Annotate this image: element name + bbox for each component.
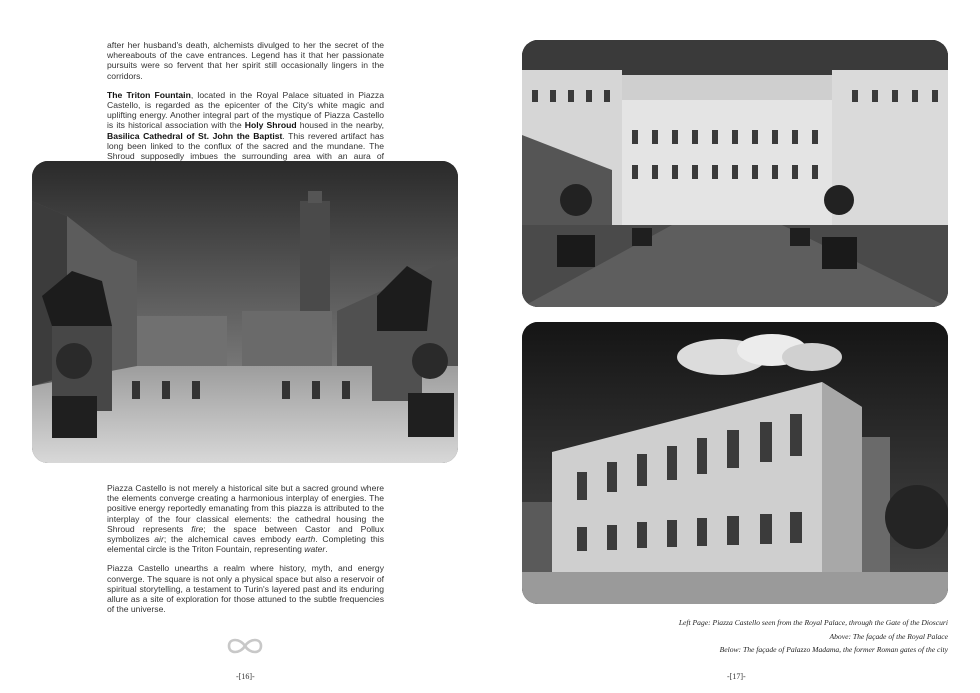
page-number-left: -[16]- [236,672,255,681]
paragraph-1: after her husband's death, alchemists divulged to her the secret of the whereabouts of the cave entrances. Legend has it that her passionate pursuits were so fervent that her spirit still occasionally lingers in the corridors. [107,40,384,81]
caption-above: Above: The façade of the Royal Palace [829,631,948,641]
infinity-icon [225,634,265,658]
triton-fountain-bold: The Triton Fountain [107,89,191,100]
upper-text-block [107,40,384,180]
piazza-castello-photo [32,161,458,463]
paragraph-2: The Triton Fountain, located in the Royal Palace situated in Piazza Castello, is regarded as the epicenter of the City's white magic and uplifting energy. Another integral part of the mystique of Piazza Castello is its historical association with the Holy Shroud housed in the nearby, Basilica Cathedral of St. John the Baptist. This revered artifact has long been linked to the conflux of the sacred and the mundane. The Shroud supposedly imbues the surrounding area with an aura of [107,89,384,162]
royal-palace-photo [522,40,948,307]
palazzo-madama-photo [522,322,948,604]
lower-text-block [107,483,384,623]
holy-shroud-bold: Holy Shroud [244,120,297,131]
caption-below: Below: The façade of Palazzo Madama, the former Roman gates of the city [719,645,948,654]
photo-captions [679,616,948,657]
basilica-bold: Basilica Cathedral of St. John the Baptist [107,130,283,141]
page-number-right: -[17]- [727,672,746,681]
caption-left-page: Left Page: Piazza Castello seen from the Royal Palace, through the Gate of the Dioscuri [678,618,948,627]
paragraph-3: Piazza Castello is not merely a historical site but a sacred ground where the elements converge creating a harmonious interplay of energies. The positive energy reportedly emanating from this piazza is attributed to the interplay of the four classical elements: the cathedral housing the Shroud represents fire; the space between Castor and Pollux symbolizes air; the alchemical caves embody earth. Completing this elemental circle is the Triton Fountain, representing water. [107,483,384,555]
paragraph-4: Piazza Castello unearths a realm where history, myth, and energy converge. The square is not only a physical space but also a reservoir of spiritual storytelling, a testament to Turin's layered past and its enduring allure as a site of exploration for those attuned to the subtle frequencies of the universe. [107,563,384,615]
